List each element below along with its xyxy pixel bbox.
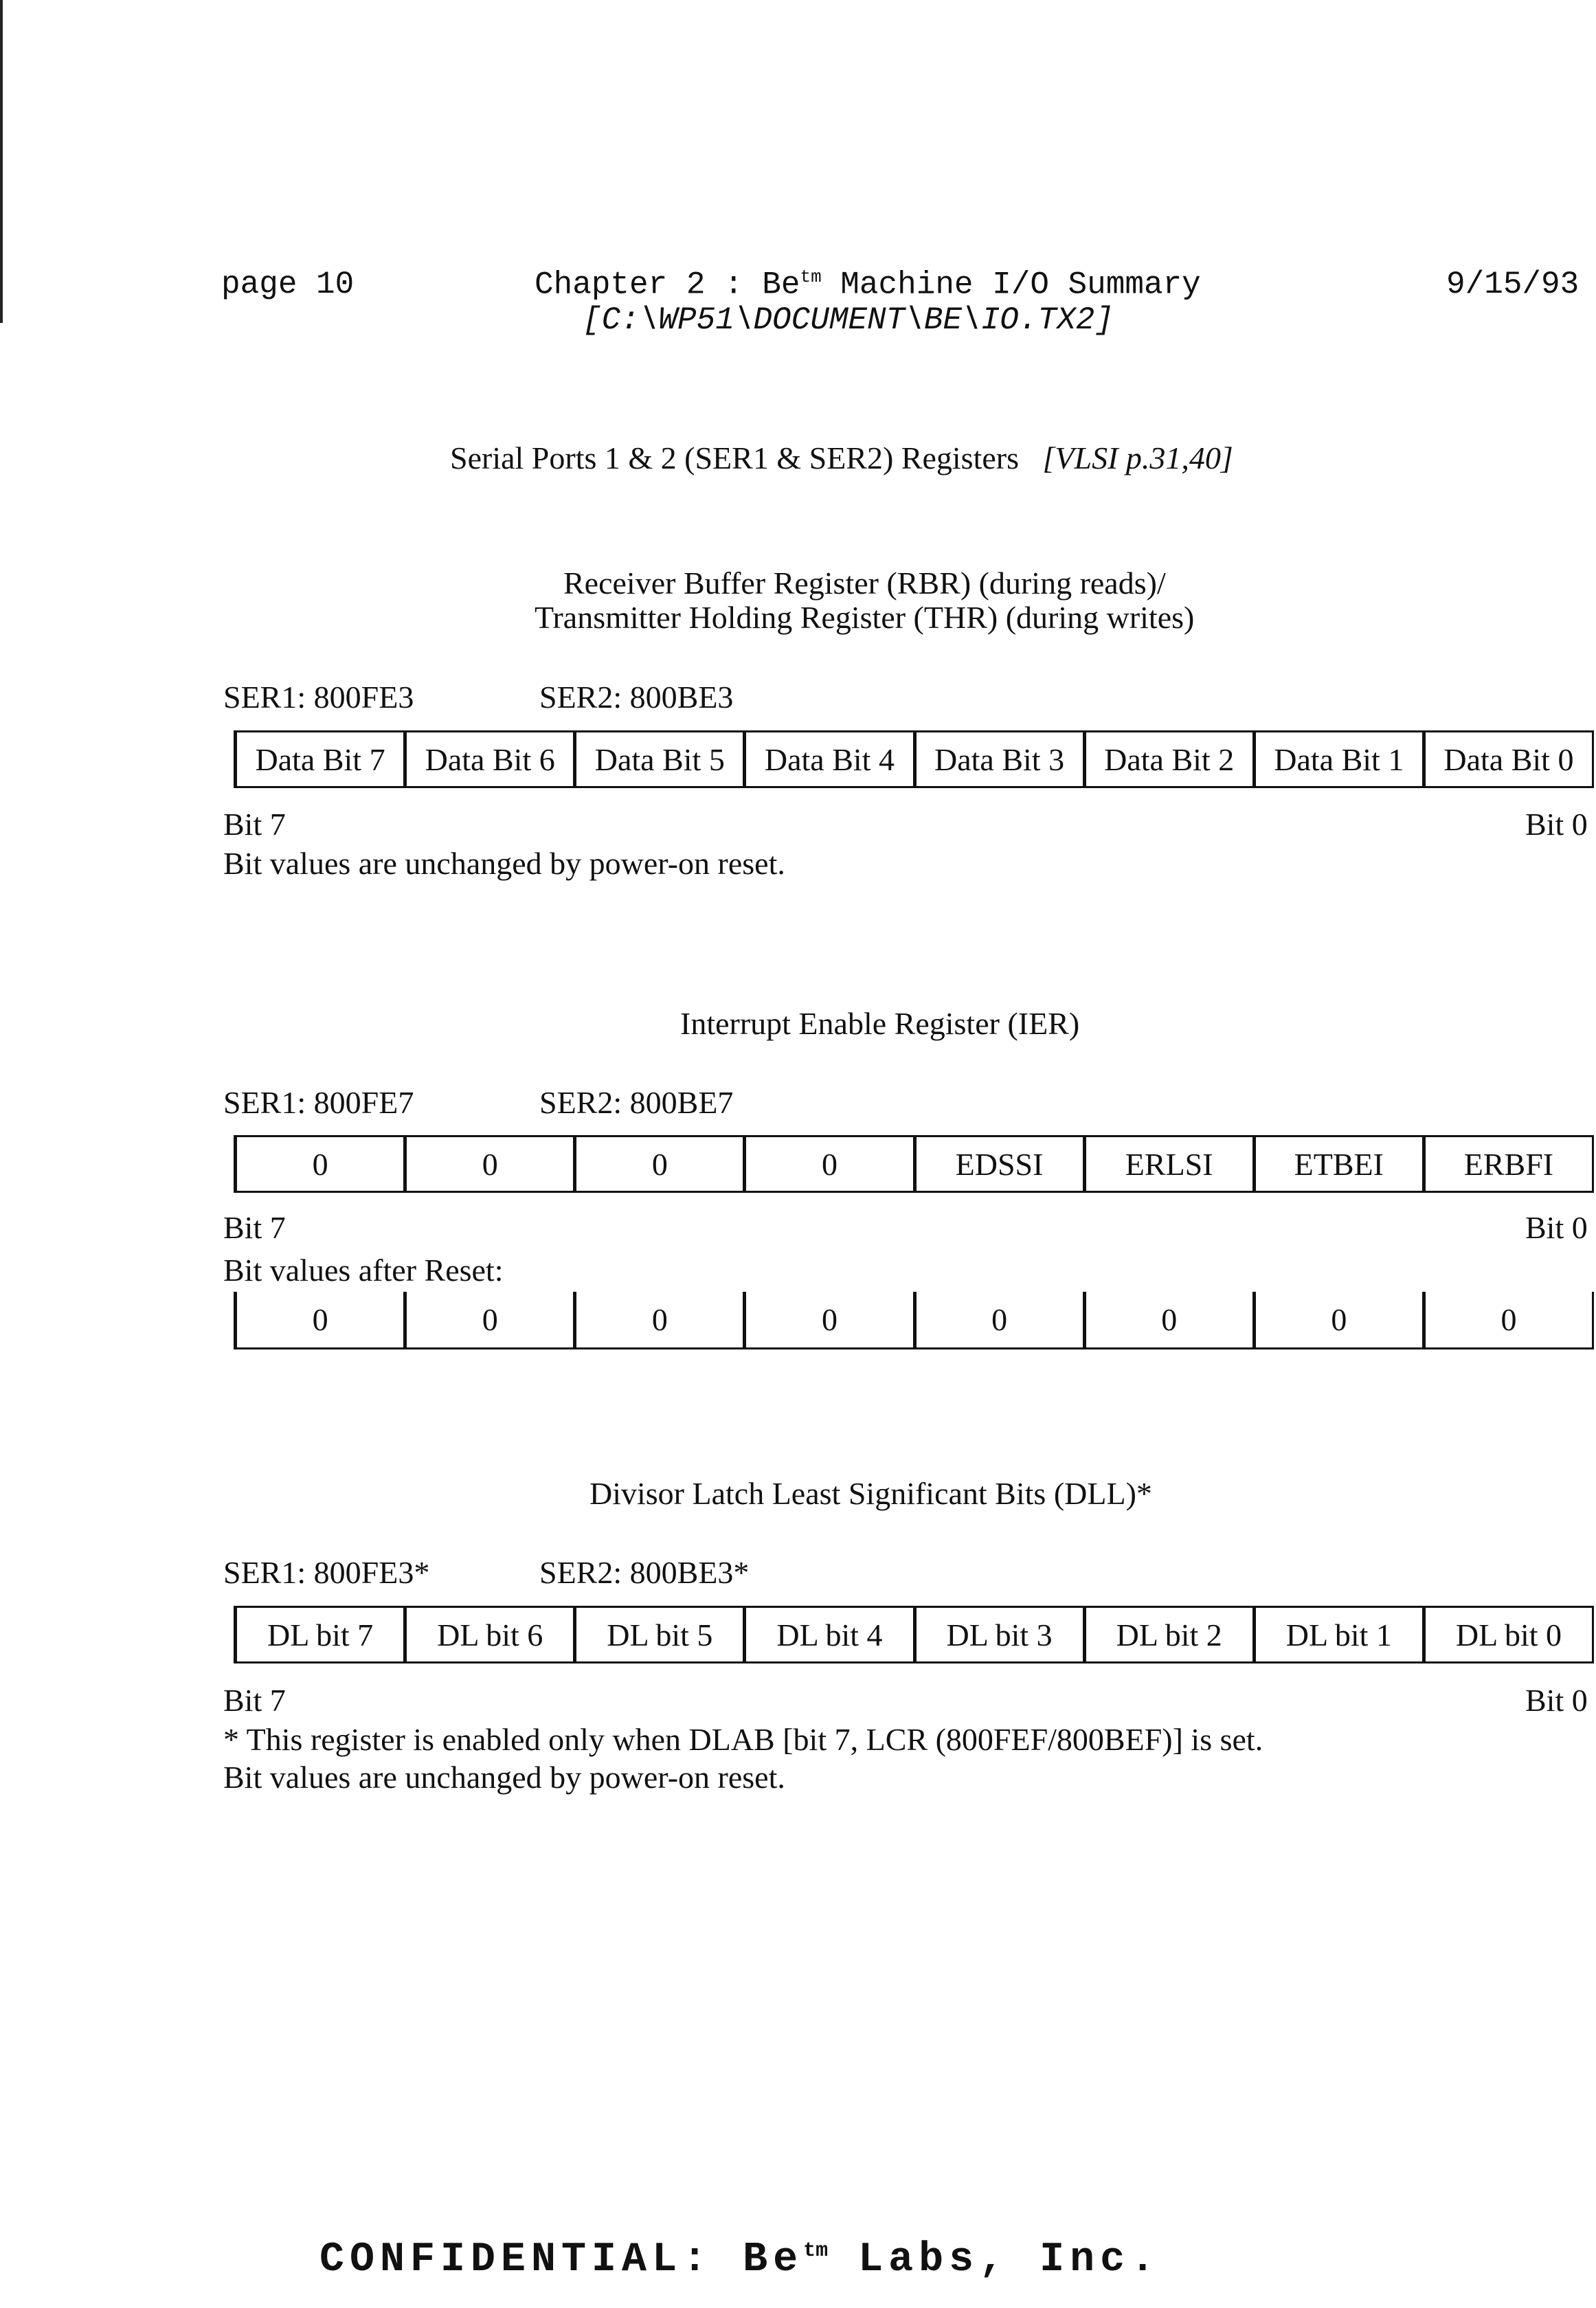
rbr-bit-high-label: Bit 7 <box>223 807 286 842</box>
ier-bit-6: 0 <box>403 1137 573 1191</box>
rbr-bit-5: Data Bit 5 <box>573 732 743 786</box>
ier-bit-1: ETBEI <box>1252 1137 1422 1191</box>
ier-bit-2: ERLSI <box>1083 1137 1252 1191</box>
rbr-register-table <box>234 730 1594 788</box>
rbr-title-line2: Transmitter Holding Register (THR) (during writes) <box>535 600 1195 635</box>
rbr-bit-low-label: Bit 0 <box>1525 807 1588 842</box>
rbr-bit-6: Data Bit 6 <box>403 732 573 786</box>
ier-reset-bit-3: 0 <box>913 1292 1083 1347</box>
rbr-bit-7: Data Bit 7 <box>234 732 403 786</box>
dll-dlab-note: * This register is enabled only when DLAB [bit 7, LCR (800FEF/800BEF)] is set. <box>223 1722 1263 1757</box>
dll-bit-2: DL bit 2 <box>1083 1608 1252 1661</box>
ier-bit-4: 0 <box>743 1137 912 1191</box>
section-title-text: Serial Ports 1 & 2 (SER1 & SER2) Registers <box>450 440 1019 475</box>
dll-bit-0: DL bit 0 <box>1422 1608 1592 1661</box>
rbr-ser1-address: SER1: 800FE3 <box>223 680 414 715</box>
dll-bit-4: DL bit 4 <box>743 1608 912 1661</box>
rbr-bit-1: Data Bit 1 <box>1252 732 1422 786</box>
document-path: [C:\WP51\DOCUMENT\BE\IO.TX2] <box>583 302 1114 338</box>
rbr-bit-2: Data Bit 2 <box>1083 732 1252 786</box>
ier-reset-bit-1: 0 <box>1252 1292 1422 1347</box>
ier-reset-bit-5: 0 <box>573 1292 743 1347</box>
ier-reset-bit-0: 0 <box>1422 1292 1592 1347</box>
ier-bit-low-label: Bit 0 <box>1525 1210 1588 1245</box>
dll-bit-6: DL bit 6 <box>403 1608 573 1661</box>
dll-bit-5: DL bit 5 <box>573 1608 743 1661</box>
chapter-tm: tm <box>800 267 822 287</box>
left-margin-rule <box>0 0 3 323</box>
ier-bit-high-label: Bit 7 <box>223 1210 286 1245</box>
ier-ser1-address: SER1: 800FE7 <box>223 1085 414 1120</box>
page-date: 9/15/93 <box>1446 267 1580 302</box>
dll-bit-1: DL bit 1 <box>1252 1608 1422 1661</box>
confidential-footer <box>319 2237 1160 2283</box>
ier-reset-bit-6: 0 <box>403 1292 573 1347</box>
rbr-bit-3: Data Bit 3 <box>913 732 1083 786</box>
chapter-prefix: Chapter 2 : Be <box>535 267 800 303</box>
ier-bit-5: 0 <box>573 1137 743 1191</box>
dll-bit-high-label: Bit 7 <box>223 1683 286 1718</box>
ier-bit-0: ERBFI <box>1422 1137 1592 1191</box>
dll-register-table <box>234 1606 1594 1663</box>
page-number: page 10 <box>221 267 355 302</box>
section-title <box>450 440 1233 476</box>
section-ref: [VLSI p.31,40] <box>1042 440 1233 475</box>
ier-bit-3: EDSSI <box>913 1137 1083 1191</box>
dll-bit-7: DL bit 7 <box>234 1608 403 1661</box>
ier-reset-bit-2: 0 <box>1083 1292 1252 1347</box>
ier-title: Interrupt Enable Register (IER) <box>680 1006 1080 1041</box>
dll-title: Divisor Latch Least Significant Bits (DLL)* <box>589 1476 1152 1511</box>
ier-ser2-address: SER2: 800BE7 <box>539 1085 734 1120</box>
chapter-suffix: Machine I/O Summary <box>821 267 1201 303</box>
ier-reset-bit-7: 0 <box>234 1292 403 1347</box>
ier-register-table <box>234 1135 1594 1193</box>
footer-suffix: Labs, Inc. <box>828 2237 1161 2283</box>
footer-tm: tm <box>803 2239 829 2263</box>
dll-bit-low-label: Bit 0 <box>1525 1683 1588 1718</box>
dll-bit-3: DL bit 3 <box>913 1608 1083 1661</box>
ier-bit-7: 0 <box>234 1137 403 1191</box>
rbr-bit-4: Data Bit 4 <box>743 732 912 786</box>
chapter-title <box>535 267 1201 302</box>
dll-reset-note: Bit values are unchanged by power-on reset. <box>223 1760 785 1795</box>
rbr-ser2-address: SER2: 800BE3 <box>539 680 734 715</box>
dll-ser2-address: SER2: 800BE3* <box>539 1555 750 1590</box>
ier-reset-label: Bit values after Reset: <box>223 1253 504 1288</box>
rbr-bit-0: Data Bit 0 <box>1422 732 1592 786</box>
rbr-title-line1: Receiver Buffer Register (RBR) (during reads)/ <box>563 565 1166 601</box>
ier-reset-bit-4: 0 <box>743 1292 912 1347</box>
rbr-reset-note: Bit values are unchanged by power-on reset. <box>223 846 785 881</box>
dll-ser1-address: SER1: 800FE3* <box>223 1555 430 1590</box>
ier-reset-values-table <box>234 1292 1594 1349</box>
footer-prefix: CONFIDENTIAL: Be <box>319 2237 804 2283</box>
